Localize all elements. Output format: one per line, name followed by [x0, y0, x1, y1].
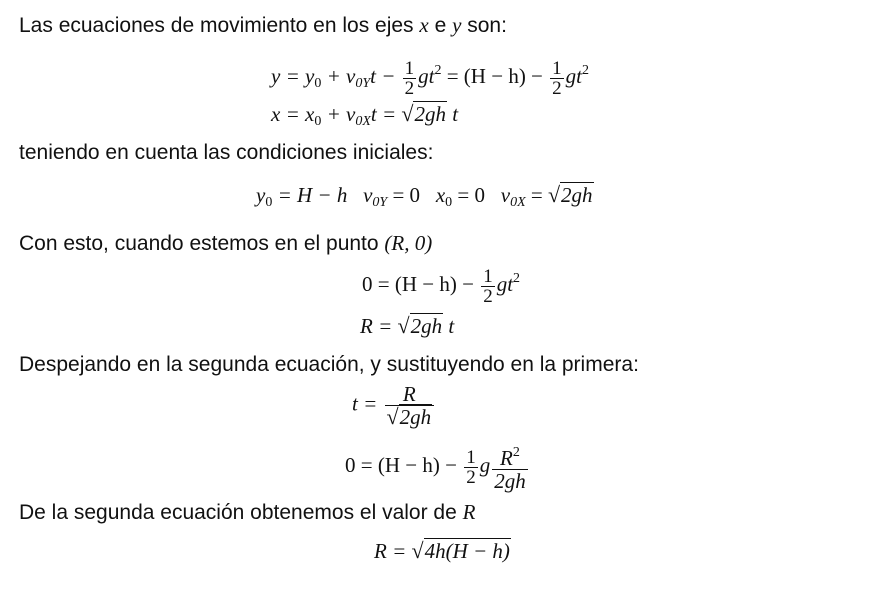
- equation-t: t = $\frac{R}{√2gh}$: [352, 383, 436, 428]
- fraction-half-4: $\frac{1}{2}$: [466, 446, 476, 488]
- fraction-R-over-sqrt: $\frac{R}{√2gh}$: [385, 383, 435, 428]
- initial-conditions-text: teniendo en cuenta las condiciones iniciales:: [19, 141, 434, 164]
- equation-y-motion: $y = y_0 + v_{0Y}t$ − $\frac{1}{2}$ $gt^2 = (H - h)$ − $\frac{1}{2}$ $gt^2$: [271, 57, 589, 99]
- equation-x-motion: $x = x_0 + v_{0X}t = √2gh$ t: [271, 101, 459, 129]
- equation-R-result: R = √4h(H − h): [374, 538, 510, 563]
- sqrt-2gh-ic: √2gh: [547, 182, 593, 207]
- sqrt-2gh: √2gh: [401, 101, 446, 126]
- fraction-R2-2gh: $\frac{R^2}{2gh}$: [492, 442, 528, 492]
- var-x: x: [419, 13, 429, 37]
- intro-suffix: son:: [461, 14, 507, 37]
- point-line: Con esto, cuando estemos en el punto (R, 0): [19, 231, 433, 255]
- fraction-half-3: $\frac{1}{2}$: [483, 265, 493, 307]
- var-R: R: [462, 500, 476, 524]
- conj-e: e: [428, 14, 453, 37]
- sqrt-4h: √4h(H − h): [411, 538, 510, 563]
- var-y: y: [452, 13, 462, 37]
- equation-zero-y: 0 = (H − h) − $\frac{1}{2}$ $gt^2$: [362, 265, 521, 307]
- substitution-text: Despejando en la segunda ecuación, y sustituyendo en la primera:: [19, 353, 639, 376]
- sqrt-2gh-R: √2gh: [397, 313, 443, 338]
- intro-line: [19, 13, 507, 38]
- initial-conditions: $y_0 = H - h$ $v_{0Y} = 0$ $x_0 = 0$ $v_{0X} = √2gh$: [256, 182, 593, 210]
- intro-text: Las ecuaciones de movimiento en los ejes: [19, 14, 420, 37]
- fraction-half-2: $\frac{1}{2}$: [552, 57, 562, 99]
- point-R0: (R, 0): [384, 231, 433, 255]
- equation-zero-sub: 0 = (H − h) − $\frac{1}{2}$ g $\frac{R^2}{2gh}$: [345, 442, 530, 492]
- equation-R-x: R = √2gh t: [360, 313, 455, 338]
- fraction-half: $\frac{1}{2}$: [404, 57, 415, 99]
- result-line: De la segunda ecuación obtenemos el valor de R: [19, 500, 476, 524]
